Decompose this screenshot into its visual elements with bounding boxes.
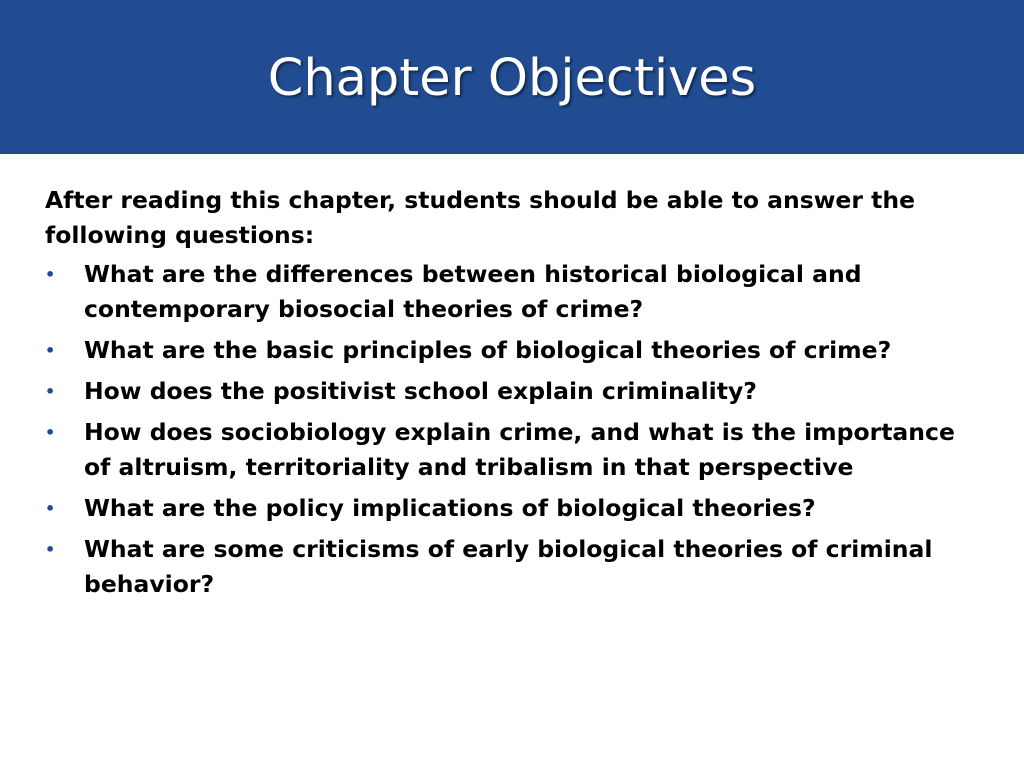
list-item-text: What are the policy implications of biological theories? [84,494,816,522]
list-item-text: How does the positivist school explain criminality? [84,377,757,405]
objectives-list [45,257,985,602]
bullet-icon: • [45,423,56,442]
slide-title: Chapter Objectives [267,49,757,108]
list-item [45,257,985,327]
bullet-icon: • [45,499,56,518]
bullet-icon: • [45,341,56,360]
list-item-text: What are the basic principles of biological theories of crime? [84,336,892,364]
intro-text: After reading this chapter, students should be able to answer the following questions: [45,186,916,249]
list-item [45,491,985,526]
list-item [45,333,985,368]
list-item [45,532,985,602]
list-item-text: What are some criticisms of early biological theories of criminal behavior? [84,535,933,598]
bullet-icon: • [45,382,56,401]
bullet-icon: • [45,265,56,284]
bullet-icon: • [45,540,56,559]
slide-content [45,183,985,608]
list-item [45,374,985,409]
list-item-text: How does sociobiology explain crime, and what is the importance of altruism, territoriality and tribalism in that perspective [84,418,955,481]
list-item [45,415,985,485]
list-item-text: What are the differences between historical biological and contemporary biosocial theories of crime? [84,260,862,323]
